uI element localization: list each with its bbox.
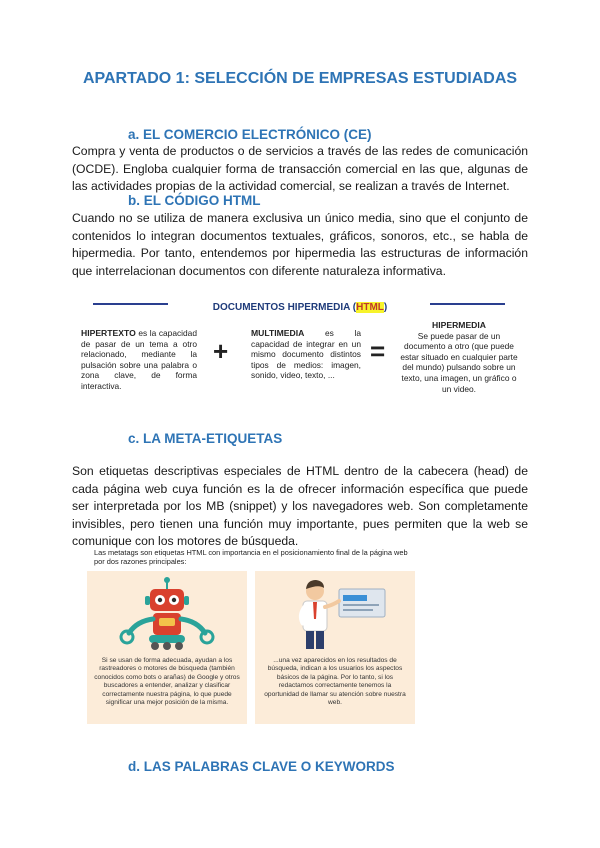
metatags-card-right — [255, 571, 415, 724]
paragraph-text: Cuando no se utiliza de manera exclusiva un único media, sino que el conjunto de contenidos lo integran documentos textuales, gráficos, sonoros, etc., se habla de hipermedia. Por tanto, entendemos por hipermedia las estructuras de información que interrelacionan documentos con diferente naturaleza informativa. — [72, 211, 528, 278]
section-paragraph-ce — [72, 143, 528, 196]
title-suffix: ) — [383, 302, 388, 313]
paragraph-text: Son etiquetas descriptivas especiales de HTML dentro de la cabecera (head) de cada página web cuya función es la de ofrecer información específica que puede ser interpretada por los MB (snippet) y los navegadores web. Son completamente invisibles, pero tienen una función muy importante, pues permiten que la web se comunique con los motores de búsqueda. — [72, 464, 528, 549]
hipermedia-term: HIPERMEDIA — [432, 320, 486, 330]
equals-icon: = — [370, 336, 386, 366]
section-heading-html: b. EL CÓDIGO HTML — [128, 193, 261, 208]
metatags-card-left — [87, 571, 247, 724]
hipermedia-block — [398, 320, 520, 394]
multimedia-text: es la capacidad de integrar en un mismo documento distintos tipos de medios: imagen, sonido, video, texto, ... — [251, 328, 361, 381]
paragraph-text: Compra y venta de productos o de servicios a través de las redes de comunicación (OCDE). Engloba cualquier forma de transacción comercial en las que, algunas de las actividades propias de la actividad comercial, se realizan a través de Internet. — [72, 144, 528, 194]
hipermedia-text: Se puede pasar de un documento a otro (que puede estar situado en cualquier parte del mundo) pulsando sobre un texto, una imagen, un gráfico o un video. — [400, 330, 518, 394]
section-heading-ce: a. EL COMERCIO ELECTRÓNICO (CE) — [128, 127, 372, 142]
title-prefix: DOCUMENTOS HIPERMEDIA ( — [212, 302, 357, 313]
divider-line — [430, 303, 505, 305]
hipertexto-term: HIPERTEXTO — [81, 328, 136, 338]
section-heading-keywords: d. LAS PALABRAS CLAVE O KEYWORDS — [128, 759, 395, 774]
page-title: APARTADO 1: SELECCIÓN DE EMPRESAS ESTUDIADAS — [82, 70, 518, 87]
multimedia-block — [251, 328, 361, 381]
presenter-illustration — [255, 571, 415, 653]
hipertexto-text: es la capacidad de pasar de un tema a otro relacionado, mediante la pulsación sobre una palabra o zona clave, de forma interactiva. — [81, 328, 197, 391]
section-heading-meta: c. LA META-ETIQUETAS — [128, 431, 283, 446]
metatags-intro-text: Las metatags son etiquetas HTML con importancia en el posicionamiento final de la página web por dos razones principales: — [94, 548, 408, 567]
title-highlight: HTML — [356, 302, 384, 313]
hypermedia-graphic-title — [160, 302, 440, 313]
hipertexto-block — [81, 328, 197, 392]
plus-icon: + — [213, 336, 229, 366]
multimedia-term: MULTIMEDIA — [251, 328, 305, 338]
right-card-text: ...una vez aparecidos en los resultados de búsqueda, indican a los usuarios los aspectos básicos de la página. Por lo tanto, si los redactamos correctamente tenemos la oportunidad de llamar su atención sobre nuestra web. — [264, 657, 406, 707]
section-paragraph-meta — [72, 463, 528, 551]
section-paragraph-html — [72, 210, 528, 280]
left-card-text: Si se usan de forma adecuada, ayudan a los rastreadores o motores de búsqueda (también conocidos como bots o arañas) de Google y otros buscadores a entender, analizar y clasificar correctamente nuestra página, lo que puede significar una mejor posición de la misma. — [94, 657, 240, 707]
robot-illustration — [87, 571, 247, 653]
divider-line — [93, 303, 168, 305]
